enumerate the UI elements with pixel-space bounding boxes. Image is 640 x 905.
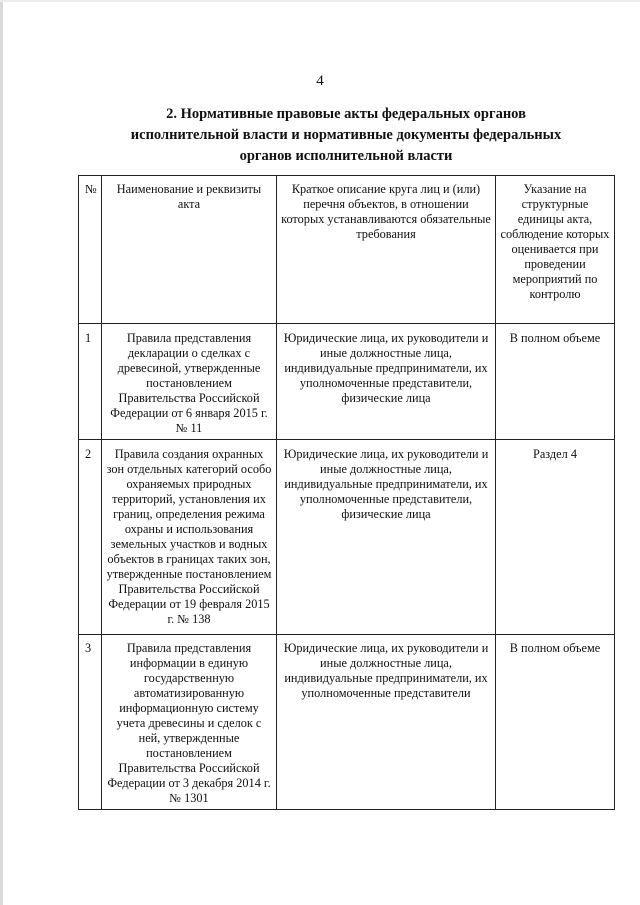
row-number: 1	[79, 324, 102, 440]
row-act-name: Правила создания охранных зон отдельных категорий особо охраняемых природных территорий, установления их границ, определения режима охраны и использования земельных участков и водных объектов в границах таких зон, утвержденные постановлением Правительства Российской Федерации от 19 февраля 2015 г. № 138	[102, 440, 277, 635]
scan-edge-left	[0, 0, 3, 905]
row-number: 3	[79, 635, 102, 810]
section-title-line: 2. Нормативные правовые акты федеральных органов	[166, 106, 526, 122]
row-scope: В полном объеме	[496, 324, 615, 440]
header-scope: Указание на структурные единицы акта, соблюдение которых оценивается при проведении мероприятий по контролю	[496, 176, 615, 324]
row-act-name: Правила представления информации в единую государственную автоматизированную информационную систему учета древесины и сделок с ней, утвержденные постановлением Правительства Российской Федерации от 3 декабря 2014 г. № 1301	[102, 635, 277, 810]
section-title-line: органов исполнительной власти	[239, 148, 453, 164]
table-row	[79, 324, 615, 440]
header-description: Краткое описание круга лиц и (или) перечня объектов, в отношении которых устанавливаются обязательные требования	[277, 176, 496, 324]
section-title	[96, 104, 596, 167]
page-number: 4	[316, 73, 324, 89]
row-act-name: Правила представления декларации о сделках с древесиной, утвержденные постановлением Правительства Российской Федерации от 6 января 2015 г. № 11	[102, 324, 277, 440]
row-description: Юридические лица, их руководители и иные должностные лица, индивидуальные предприниматели, их уполномоченные представители	[277, 635, 496, 810]
section-title-line: исполнительной власти и нормативные документы федеральных	[130, 127, 562, 143]
row-number: 2	[79, 440, 102, 635]
scan-edge-top	[0, 0, 640, 2]
row-description: Юридические лица, их руководители и иные должностные лица, индивидуальные предприниматели, их уполномоченные представители, физические лица	[277, 440, 496, 635]
header-act-name: Наименование и реквизиты акта	[102, 176, 277, 324]
row-description: Юридические лица, их руководители и иные должностные лица, индивидуальные предприниматели, их уполномоченные представители, физические лица	[277, 324, 496, 440]
row-scope: В полном объеме	[496, 635, 615, 810]
legal-acts-table	[78, 175, 615, 810]
row-scope: Раздел 4	[496, 440, 615, 635]
table-header-row	[79, 176, 615, 324]
table-row	[79, 635, 615, 810]
table-row	[79, 440, 615, 635]
header-number: №	[79, 176, 102, 324]
